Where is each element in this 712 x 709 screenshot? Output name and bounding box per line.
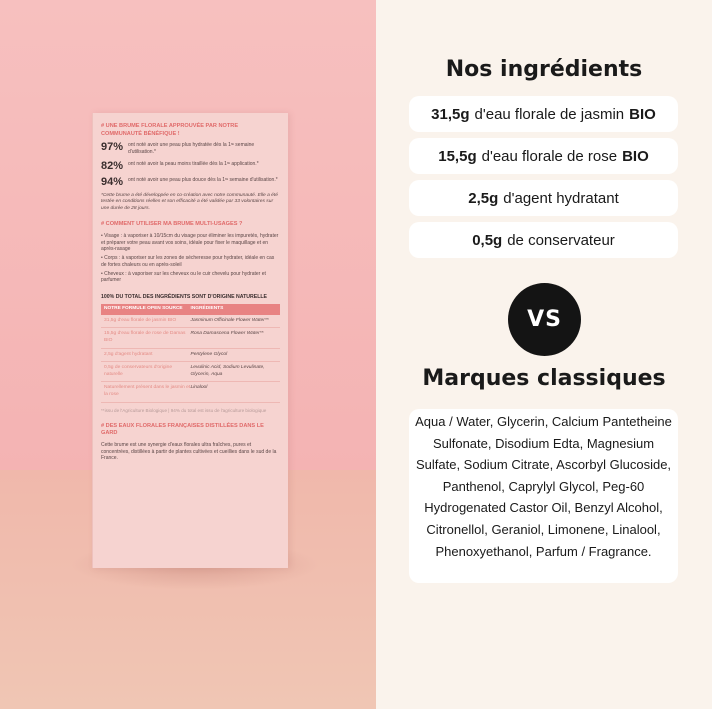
usage-item: • Visage : à vaporiser à 10/15cm du visage pour éliminer les impuretés, hydrater et préparer votre peau avant vos soins, idéale pour fixer le maquillage et en après-rasage [101,232,279,253]
bio-label: BIO [629,105,656,123]
table-row [101,362,280,382]
box-section-title-community: # UNE BRUME FLORALE APPROUVÉE PAR NOTRE COMMUNAUTÉ BÉNÉFIQUE ! [101,123,239,137]
table-cell: Naturellement présent dans le jasmin et la rose [104,385,191,397]
box-table-header [101,304,280,314]
table-row [101,382,280,402]
box-section-title-usage: # COMMENT UTILISER MA BRUME MULTI-USAGES ? [101,221,243,228]
classic-brands-title: Marques classiques [422,366,666,391]
stat-text: ont noté avoir la peau moins tiraillée dès la 1ʳᵉ application.* [128,160,259,167]
ingredient-label: d'agent hydratant [503,189,619,207]
box-section-title-origin: # DES EAUX FLORALES FRANÇAISES DISTILLÉES DANS LE GARD [101,422,264,437]
stat-text: ont noté avoir une peau plus hydratée dès la 1ʳᵉ semaine d'utilisation.* [128,142,255,155]
table-cell: Jasminum Officinale Flower Water** [190,317,269,323]
table-row [101,349,280,363]
ingredient-qty: 31,5g [431,105,470,123]
table-row [101,315,280,329]
stat-percent: 97% [101,141,124,154]
ingredient-pill [409,222,678,258]
box-stat [101,142,280,156]
table-cell: Rosa Damascena Flower Water** [190,331,264,337]
usage-item: • Cheveux : à vaporiser sur les cheveux ou le cuir chevelu pour hydrater et parfumer [101,270,266,284]
ingredient-pill [409,96,678,132]
box-usage-list [101,233,280,284]
ingredient-label: d'eau florale de rose [481,147,618,165]
vs-badge: VS [508,283,581,356]
table-header-ingredients: INGRÉDIENTS [190,306,224,312]
ingredient-label: de conservateur [507,231,615,249]
box-stat [101,177,280,188]
table-cell: 15,5g d'eau florale de rose de Damas BIO [104,331,186,343]
usage-item: • Corps : à vaporiser sur les zones de sécheresse pour hydrater, idéale en cas de fortes chaleurs ou en après-soleil [101,255,275,268]
classic-ingredients-card: Aqua / Water, Glycerin, Calcium Pantetheine Sulfonate, Disodium Edta, Magnesium Sulfate, Sodium Citrate, Ascorbyl Glucoside, Panthenol, Caprylyl Glycol, Peg-60 Hydrogenated Castor Oil, Benzyl Alcohol, Citronellol, Geraniol, Limonene, Linalool, Phenoxyethanol, Parfum / Fragrance. [409,409,678,583]
stat-text: ont noté avoir une peau plus douce dès la 1ʳᵉ semaine d'utilisation.* [128,176,278,183]
table-cell: 31,5g d'eau florale de jasmin BIO [104,317,177,323]
box-footnote: **issu de l'Agriculture Biologique | 94% du total est issu de l'agriculture biologique [101,407,267,413]
table-cell: Pentylene Glycol [190,351,228,357]
box-note: *Cette brume a été développée en co-création avec notre communauté. Elle a été testée en conditions réelles et son efficacité a été validée par 33 volontaires sur une durée de 28 jours. [101,192,278,211]
ingredient-pill [409,180,678,216]
box-origin-text: Cette brume est une synergie d'eaux florales ultra fraîches, pures et concentrées, distillées à partir de plantes cultivées et cueillies dans le sud de la France. [101,441,277,462]
bio-label: BIO [622,147,649,165]
ingredients-title: Nos ingrédients [445,57,643,82]
table-header-formula: NOTRE FORMULE OPEN SOURCE [104,306,183,312]
box-natural-total: 100% DU TOTAL DES INGRÉDIENTS SONT D'ORIGINE NATURELLE [101,294,268,301]
product-box [92,113,288,568]
ingredient-label: d'eau florale de jasmin [474,105,625,123]
ingredient-pill [409,138,678,174]
table-cell: 2,5g d'agent hydratant [104,351,153,357]
ingredient-qty: 15,5g [438,147,477,165]
table-row [101,328,280,348]
box-stat [101,161,280,172]
table-cell: Linalool [190,385,208,391]
stat-percent: 94% [101,175,124,188]
ingredient-qty: 0,5g [472,231,503,249]
ingredient-qty: 2,5g [468,189,499,207]
stat-percent: 82% [101,159,124,172]
table-cell: Levulinic Acid, Sodium Levulinate, Glycerin, Aqua [190,365,265,377]
table-cell: 0,5g de conservateurs d'origine naturelle [104,365,173,377]
